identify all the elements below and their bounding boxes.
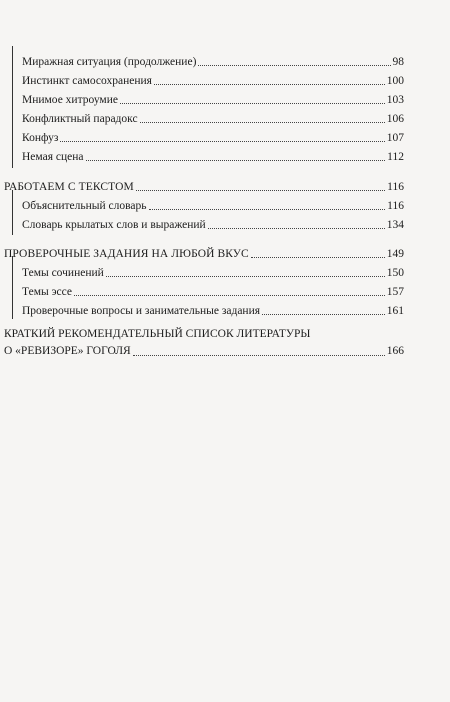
toc-entry-page: 161 — [386, 305, 404, 317]
toc-entry-page: 116 — [387, 200, 404, 212]
toc-entry[interactable] — [22, 131, 404, 145]
toc-section-title-line1: КРАТКИЙ РЕКОМЕНДАТЕЛЬНЫЙ СПИСОК ЛИТЕРАТУРЫ — [4, 328, 311, 340]
dot-leader — [120, 103, 385, 104]
toc-entry[interactable] — [22, 55, 404, 69]
toc-entry[interactable] — [22, 74, 404, 88]
toc-entry[interactable] — [22, 218, 404, 232]
toc-entry[interactable] — [22, 150, 404, 164]
section-bracket-line — [12, 46, 13, 168]
toc-entry-title: Мнимое хитроумие — [22, 94, 118, 106]
toc-entry[interactable] — [22, 304, 404, 318]
toc-entry-page: 134 — [386, 219, 404, 231]
toc-entry-page: 106 — [386, 113, 404, 125]
toc-entry-title: Проверочные вопросы и занимательные задания — [22, 305, 261, 317]
toc-entry[interactable] — [22, 285, 404, 299]
toc-entry-page: 107 — [386, 132, 404, 144]
dot-leader — [60, 141, 384, 142]
toc-section-title-line2: О «РЕВИЗОРЕ» ГОГОЛЯ — [4, 345, 131, 357]
dot-leader — [133, 355, 385, 356]
toc-entry-title: Темы эссе — [22, 286, 72, 298]
dot-leader — [149, 209, 386, 210]
dot-leader — [154, 84, 385, 85]
toc-section-heading[interactable] — [4, 180, 404, 194]
toc-entry[interactable] — [22, 199, 404, 213]
dot-leader — [136, 190, 385, 191]
toc-entry-title: Конфуз — [22, 132, 59, 144]
dot-leader — [208, 228, 385, 229]
toc-section-title: ПРОВЕРОЧНЫЕ ЗАДАНИЯ НА ЛЮБОЙ ВКУС — [4, 248, 249, 260]
toc-entry[interactable] — [22, 266, 404, 280]
toc-section-title: РАБОТАЕМ С ТЕКСТОМ — [4, 181, 134, 193]
toc-entry-title: Миражная ситуация (продолжение) — [22, 56, 197, 68]
toc-entry-title: Конфликтный парадокс — [22, 113, 138, 125]
toc-entry[interactable] — [22, 93, 404, 107]
section-bracket-line — [12, 256, 13, 319]
toc-entry-title: Немая сцена — [22, 151, 84, 163]
section-bracket-line — [12, 190, 13, 235]
toc-entry-page: 157 — [386, 286, 404, 298]
toc-entry-page: 112 — [387, 151, 404, 163]
toc-section-page: 116 — [387, 181, 404, 193]
dot-leader — [262, 314, 385, 315]
toc-entry-page: 150 — [386, 267, 404, 279]
dot-leader — [251, 257, 385, 258]
toc-entry-page: 103 — [386, 94, 404, 106]
dot-leader — [86, 160, 386, 161]
toc-section-page: 166 — [386, 345, 404, 357]
toc-entry-page: 100 — [386, 75, 404, 87]
toc-entry-title: Темы сочинений — [22, 267, 104, 279]
toc-section-page: 149 — [386, 248, 404, 260]
dot-leader — [74, 295, 385, 296]
toc-entry-title: Инстинкт самосохранения — [22, 75, 152, 87]
toc-section-heading[interactable] — [4, 247, 404, 261]
dot-leader — [106, 276, 385, 277]
toc-section-heading[interactable] — [4, 326, 404, 360]
dot-leader — [198, 65, 390, 66]
dot-leader — [140, 122, 385, 123]
toc-entry-title: Словарь крылатых слов и выражений — [22, 219, 206, 231]
toc-entry[interactable] — [22, 112, 404, 126]
toc-entry-page: 98 — [392, 56, 404, 68]
toc-entry-title: Объяснительный словарь — [22, 200, 147, 212]
